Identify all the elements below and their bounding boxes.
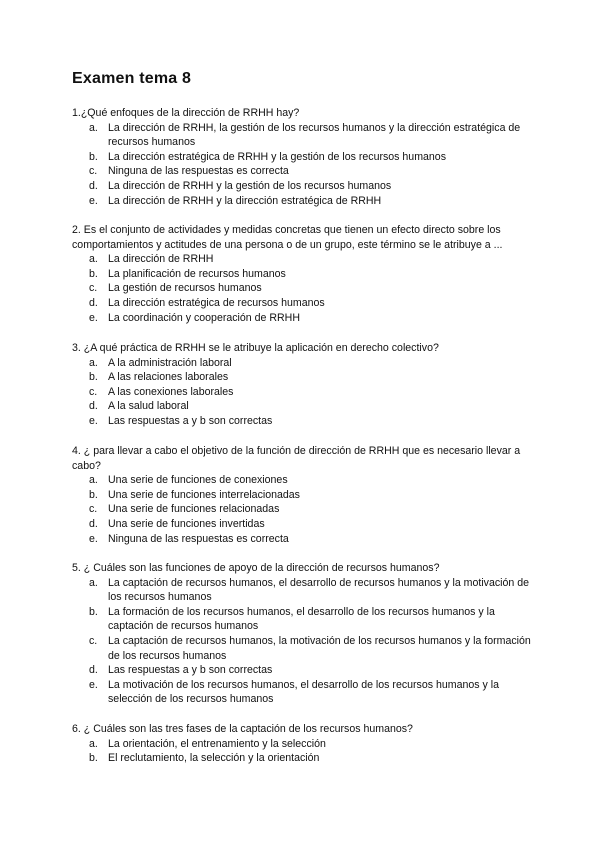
option-b: b. La formación de los recursos humanos, el desarrollo de los recursos humanos y la captación de recursos humanos (89, 605, 495, 633)
options-list (72, 737, 534, 766)
option-d: d. Una serie de funciones invertidas (89, 517, 265, 530)
option-e: e. Las respuestas a y b son correctas (89, 414, 273, 427)
question-text: 1.¿Qué enfoques de la dirección de RRHH hay? (72, 107, 300, 119)
option-d: d. La dirección de RRHH y la gestión de los recursos humanos (89, 179, 392, 192)
option-e: e. La coordinación y cooperación de RRHH (89, 311, 300, 324)
options-list (72, 121, 534, 209)
question-5 (72, 561, 534, 707)
option-c: c. Ninguna de las respuestas es correcta (89, 165, 289, 178)
options-list (72, 252, 534, 325)
option-c: c. La gestión de recursos humanos (89, 282, 262, 295)
options-list (72, 356, 534, 429)
question-6 (72, 722, 534, 766)
question-text: 3. ¿A qué práctica de RRHH se le atribuye la aplicación en derecho colectivo? (72, 342, 439, 354)
option-b: b. La planificación de recursos humanos (89, 267, 286, 280)
question-4 (72, 444, 534, 546)
page-title: Examen tema 8 (72, 70, 192, 87)
option-a: a. La orientación, el entrenamiento y la selección (89, 737, 326, 750)
question-1 (72, 106, 534, 208)
option-a: a. La dirección de RRHH, la gestión de los recursos humanos y la dirección estratégica de recursos humanos (89, 121, 521, 149)
option-b: b. A las relaciones laborales (89, 371, 229, 384)
option-d: d. A la salud laboral (89, 400, 189, 413)
question-2 (72, 223, 534, 325)
option-d: d. La dirección estratégica de recursos humanos (89, 296, 325, 309)
question-text: 6. ¿ Cuáles son las tres fases de la captación de los recursos humanos? (72, 723, 413, 735)
question-text: 4. ¿ para llevar a cabo el objetivo de la función de dirección de RRHH que es necesario llevar a cabo? (72, 445, 521, 472)
option-c: c. A las conexiones laborales (89, 385, 234, 398)
question-3 (72, 341, 534, 429)
option-e: e. La dirección de RRHH y la dirección estratégica de RRHH (89, 194, 382, 207)
options-list (72, 473, 534, 546)
question-text: 2. Es el conjunto de actividades y medidas concretas que tienen un efecto directo sobre los comportamientos y actitudes de una persona o de un grupo, este término se le atribuye a ... (72, 224, 503, 251)
option-a: a. La captación de recursos humanos, el desarrollo de recursos humanos y la motivación de los recursos humanos (89, 576, 530, 604)
option-d: d. Las respuestas a y b son correctas (89, 664, 273, 677)
option-b: b. Una serie de funciones interrelacionadas (89, 488, 300, 501)
options-list (72, 576, 534, 707)
option-e: e. La motivación de los recursos humanos, el desarrollo de los recursos humanos y la selección de los recursos humanos (89, 678, 499, 706)
option-a: a. Una serie de funciones de conexiones (89, 474, 288, 487)
option-e: e. Ninguna de las respuestas es correcta (89, 532, 289, 545)
option-b: b. El reclutamiento, la selección y la orientación (89, 752, 320, 765)
option-c: c. La captación de recursos humanos, la motivación de los recursos humanos y la formación de los recursos humanos (89, 634, 531, 662)
option-a: a. La dirección de RRHH (89, 253, 214, 266)
question-text: 5. ¿ Cuáles son las funciones de apoyo de la dirección de recursos humanos? (72, 562, 440, 574)
option-a: a. A la administración laboral (89, 356, 232, 369)
option-b: b. La dirección estratégica de RRHH y la gestión de los recursos humanos (89, 150, 446, 163)
option-c: c. Una serie de funciones relacionadas (89, 503, 280, 516)
